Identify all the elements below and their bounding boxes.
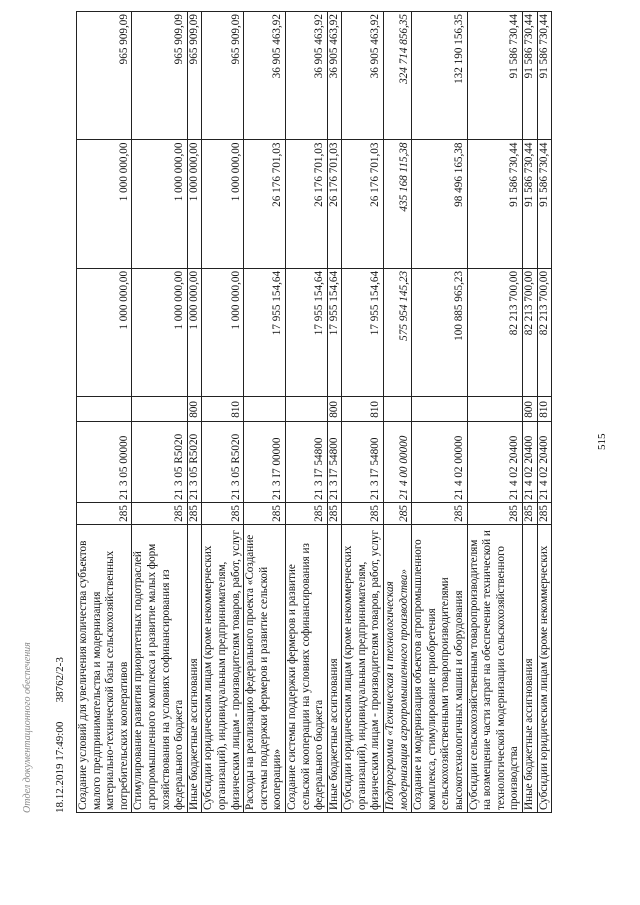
table-row xyxy=(412,12,467,813)
row-name: Создание условий для увеличения количества субъектов малого предпринимательства и модернизация материально-технической базы сельскохозяйственных потребительских кооперативов xyxy=(77,524,132,812)
row-value-1: 1 000 000,00 xyxy=(187,268,202,396)
row-csr-code: 21 3 05 R5020 xyxy=(187,422,202,503)
row-value-1: 82 213 700,00 xyxy=(467,268,522,396)
row-vr-code: 810 xyxy=(202,397,244,422)
row-value-2: 435 168 115,38 xyxy=(384,140,412,268)
row-csr-code: 21 3 I7 54800 xyxy=(342,422,384,503)
row-grbs-code: 285 xyxy=(384,503,412,525)
row-csr-code: 21 4 00 00000 xyxy=(384,422,412,503)
row-name: Стимулирование развития приоритетных подотраслей агропромышленного комплекса и развитие малых форм хозяйствования на условиях софинансирования из федерального бюджета xyxy=(132,524,187,812)
row-value-1: 17 955 154,64 xyxy=(285,268,327,396)
row-grbs-code: 285 xyxy=(467,503,522,525)
row-vr-code xyxy=(384,397,412,422)
table-row xyxy=(537,12,552,813)
row-name: Иные бюджетные ассигнования xyxy=(523,524,538,812)
row-value-3: 965 909,09 xyxy=(187,12,202,141)
row-value-2: 1 000 000,00 xyxy=(187,140,202,268)
row-name: Создание системы поддержки фермеров и развитие сельской кооперации на условиях софинансирования из федерального бюджета xyxy=(285,524,327,812)
row-grbs-code: 285 xyxy=(132,503,187,525)
row-csr-code: 21 4 02 20400 xyxy=(467,422,522,503)
row-value-3: 132 190 156,35 xyxy=(412,12,467,141)
row-value-2: 26 176 701,03 xyxy=(285,140,327,268)
row-name: Иные бюджетные ассигнования xyxy=(187,524,202,812)
row-value-2: 1 000 000,00 xyxy=(132,140,187,268)
row-value-3: 36 905 463,92 xyxy=(285,12,327,141)
row-value-3: 91 586 730,44 xyxy=(523,12,538,141)
budget-table-body xyxy=(77,12,552,813)
row-grbs-code: 285 xyxy=(244,503,286,525)
row-vr-code xyxy=(77,397,132,422)
row-value-1: 17 955 154,64 xyxy=(327,268,342,396)
row-value-2: 26 176 701,03 xyxy=(342,140,384,268)
table-row xyxy=(342,12,384,813)
row-grbs-code: 285 xyxy=(537,503,552,525)
row-vr-code: 800 xyxy=(523,397,538,422)
row-grbs-code: 285 xyxy=(187,503,202,525)
row-grbs-code: 285 xyxy=(342,503,384,525)
row-value-3: 965 909,09 xyxy=(202,12,244,141)
row-value-1: 1 000 000,00 xyxy=(77,268,132,396)
row-name: Расходы на реализацию федерального проекта «Создание системы поддержки фермеров и развитие сельской кооперации» xyxy=(244,524,286,812)
row-value-1: 82 213 700,00 xyxy=(537,268,552,396)
row-value-1: 100 885 965,23 xyxy=(412,268,467,396)
stamp-text: Отдел документационного обеспечения xyxy=(22,642,33,813)
row-csr-code: 21 3 I7 00000 xyxy=(244,422,286,503)
row-name: Субсидии юридическим лицам (кроме некоммерческих xyxy=(537,524,552,812)
row-value-3: 36 905 463,92 xyxy=(327,12,342,141)
table-row xyxy=(244,12,286,813)
table-row xyxy=(285,12,327,813)
table-row xyxy=(523,12,538,813)
row-value-1: 575 954 145,23 xyxy=(384,268,412,396)
row-vr-code: 800 xyxy=(327,397,342,422)
row-value-2: 98 496 165,38 xyxy=(412,140,467,268)
row-name: Субсидии юридическим лицам (кроме некоммерческих организаций), индивидуальным предпринимателям, физическим лицам - производителям товаров, работ, услуг xyxy=(202,524,244,812)
row-value-1: 17 955 154,64 xyxy=(342,268,384,396)
row-value-3: 965 909,09 xyxy=(132,12,187,141)
row-value-3: 324 714 856,35 xyxy=(384,12,412,141)
row-grbs-code: 285 xyxy=(327,503,342,525)
row-value-3: 36 905 463,92 xyxy=(244,12,286,141)
row-vr-code: 800 xyxy=(187,397,202,422)
row-vr-code xyxy=(244,397,286,422)
row-value-2: 26 176 701,03 xyxy=(244,140,286,268)
row-value-2: 1 000 000,00 xyxy=(77,140,132,268)
row-csr-code: 21 3 05 R5020 xyxy=(202,422,244,503)
row-value-2: 1 000 000,00 xyxy=(202,140,244,268)
row-value-1: 1 000 000,00 xyxy=(202,268,244,396)
row-value-1: 1 000 000,00 xyxy=(132,268,187,396)
table-row xyxy=(202,12,244,813)
row-vr-code: 810 xyxy=(342,397,384,422)
page-number: 515 xyxy=(596,433,608,450)
row-value-3: 36 905 463,92 xyxy=(342,12,384,141)
row-vr-code xyxy=(467,397,522,422)
row-name: Субсидии сельскохозяйственным товаропроизводителям на возмещение части затрат на обеспечение технической и технологической модернизации сельскохозяйственного производства xyxy=(467,524,522,812)
footer-doc-id: 38762/2-3 xyxy=(54,657,66,703)
row-name: Создание и модернизация объектов агропромышленного комплекса, стимулирование приобретения сельскохозяйственными товаропроизводителями высокотехнологичных машин и оборудования xyxy=(412,524,467,812)
row-value-3: 91 586 730,44 xyxy=(537,12,552,141)
row-csr-code: 21 3 05 R5020 xyxy=(132,422,187,503)
table-row xyxy=(327,12,342,813)
page-footer xyxy=(54,657,66,813)
row-vr-code xyxy=(132,397,187,422)
budget-table xyxy=(76,11,552,813)
row-csr-code: 21 4 02 00000 xyxy=(412,422,467,503)
row-value-2: 91 586 730,44 xyxy=(537,140,552,268)
row-csr-code: 21 3 05 00000 xyxy=(77,422,132,503)
row-grbs-code: 285 xyxy=(285,503,327,525)
row-value-2: 26 176 701,03 xyxy=(327,140,342,268)
table-row xyxy=(384,12,412,813)
row-name: Подпрограмма «Техническая и технологическая модернизация агропромышленного производства» xyxy=(384,524,412,812)
row-vr-code xyxy=(412,397,467,422)
row-value-1: 17 955 154,64 xyxy=(244,268,286,396)
row-grbs-code: 285 xyxy=(412,503,467,525)
row-csr-code: 21 3 I7 54800 xyxy=(285,422,327,503)
table-row xyxy=(467,12,522,813)
row-value-2: 91 586 730,44 xyxy=(523,140,538,268)
row-csr-code: 21 4 02 20400 xyxy=(537,422,552,503)
row-grbs-code: 285 xyxy=(523,503,538,525)
row-name: Иные бюджетные ассигнования xyxy=(327,524,342,812)
table-row xyxy=(77,12,132,813)
row-value-2: 91 586 730,44 xyxy=(467,140,522,268)
row-grbs-code: 285 xyxy=(202,503,244,525)
footer-datetime: 18.12.2019 17:49:00 xyxy=(54,721,66,813)
row-value-3: 91 586 730,44 xyxy=(467,12,522,141)
table-row xyxy=(132,12,187,813)
row-csr-code: 21 3 I7 54800 xyxy=(327,422,342,503)
table-row xyxy=(187,12,202,813)
row-name: Субсидии юридическим лицам (кроме некоммерческих организаций), индивидуальным предпринимателям, физическим лицам - производителям товаров, работ, услуг xyxy=(342,524,384,812)
row-value-1: 82 213 700,00 xyxy=(523,268,538,396)
row-csr-code: 21 4 02 20400 xyxy=(523,422,538,503)
row-value-3: 965 909,09 xyxy=(77,12,132,141)
row-vr-code: 810 xyxy=(537,397,552,422)
row-vr-code xyxy=(285,397,327,422)
row-grbs-code: 285 xyxy=(77,503,132,525)
